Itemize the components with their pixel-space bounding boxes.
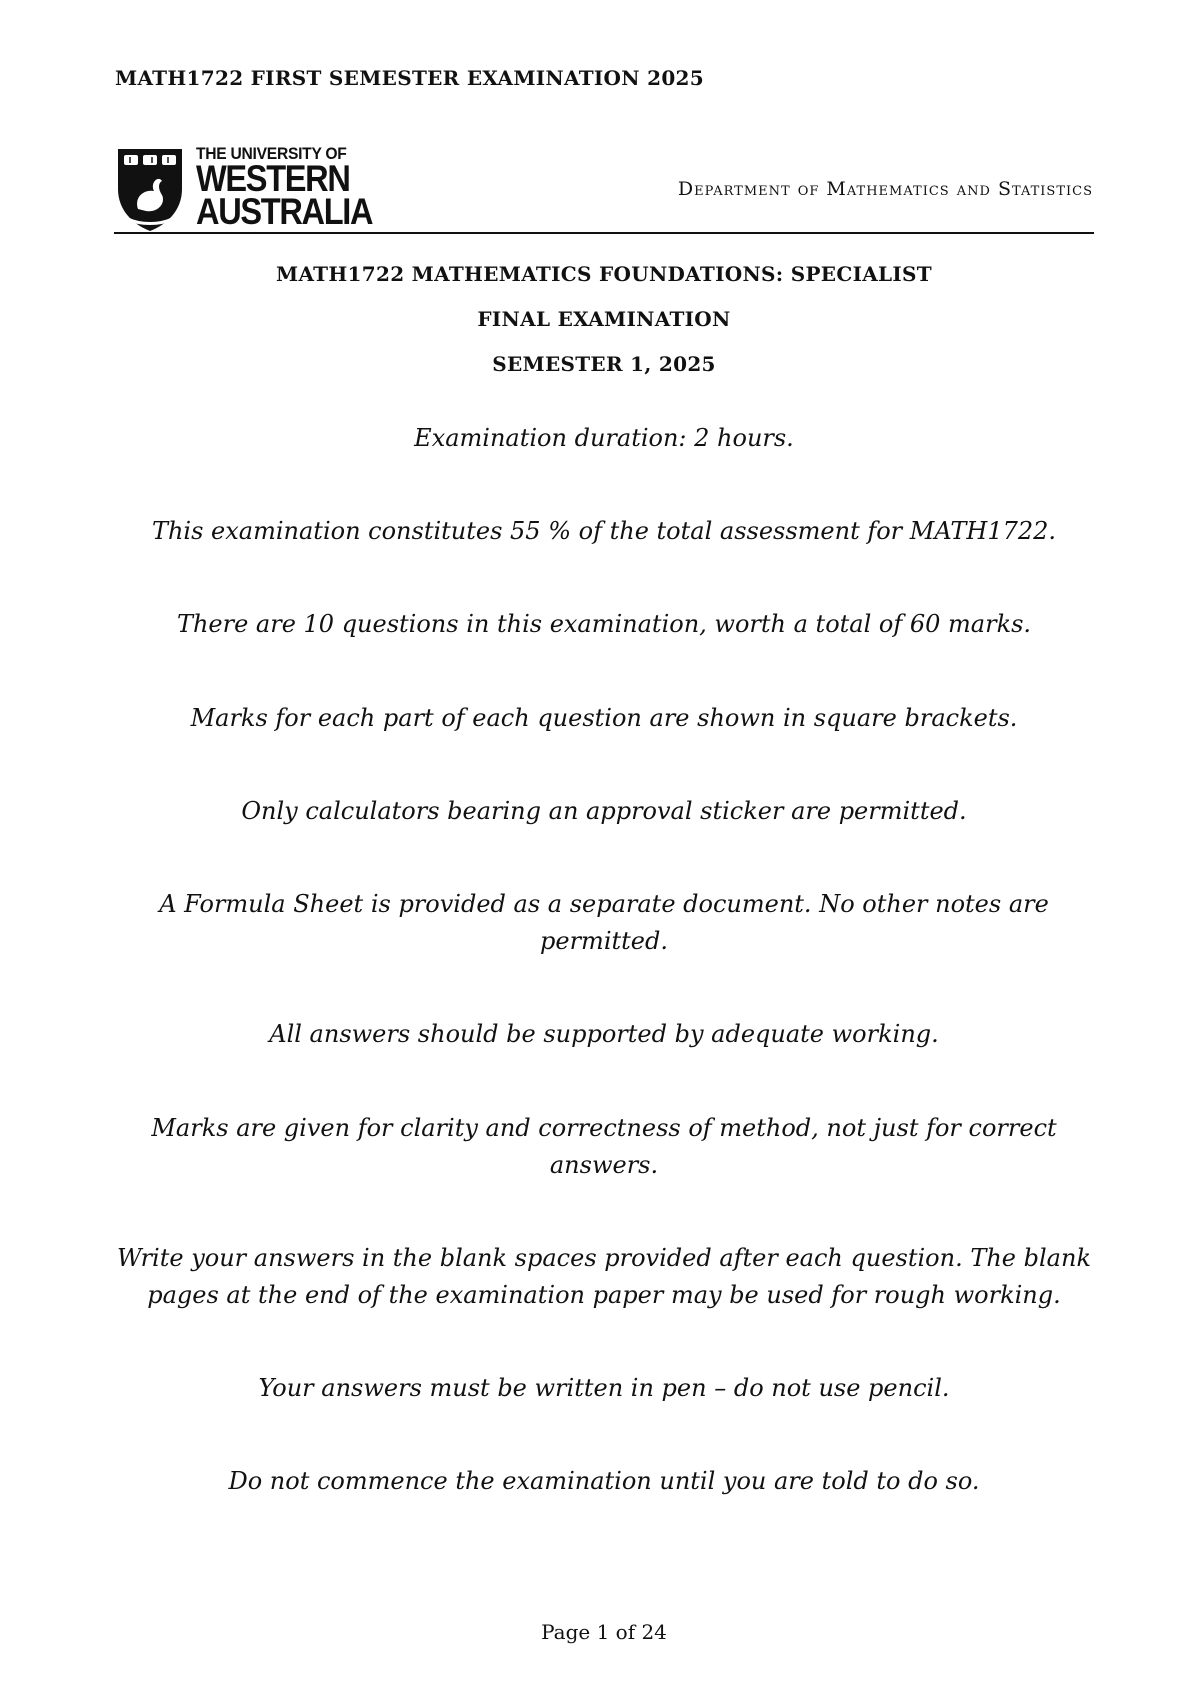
instruction-working: All answers should be supported by adequate working. (269, 1020, 939, 1048)
instruction-calculators: Only calculators bearing an approval sticker are permitted. (241, 797, 967, 825)
instruction-marks: Marks for each part of each question are shown in square brackets. (190, 704, 1018, 732)
running-header: MATH1722 FIRST SEMESTER EXAMINATION 2025 (115, 66, 704, 90)
instruction-formula-sheet: A Formula Sheet is provided as a separate document. No other notes are permitted. (159, 890, 1049, 955)
instruction-pen: Your answers must be written in pen – do not use pencil. (258, 1374, 950, 1402)
course-title: MATH1722 MATHEMATICS FOUNDATIONS: SPECIALIST (276, 262, 932, 286)
logo-text-line1: THE UNIVERSITY OF (196, 144, 347, 163)
instruction-answer-spaces: Write your answers in the blank spaces provided after each question. The blank pages at the end of the examination paper may be used for rough working. (116, 1244, 1091, 1309)
instruction-weighting: This examination constitutes 55 % of the total assessment for MATH1722. (151, 517, 1057, 545)
university-crest-icon (114, 145, 186, 233)
department-name: Department of Mathematics and Statistics (677, 178, 1093, 200)
exam-title: FINAL EXAMINATION (477, 307, 731, 331)
instruction-method-marks: Marks are given for clarity and correctness of method, not just for correct answers. (151, 1114, 1057, 1179)
logo-text-line3: AUSTRALIA (196, 191, 373, 232)
instruction-commence: Do not commence the examination until you are told to do so. (228, 1467, 980, 1495)
logo-text-line2: WESTERN (196, 158, 350, 199)
page-number: Page 1 of 24 (541, 1620, 667, 1644)
semester-title: SEMESTER 1, 2025 (492, 352, 716, 376)
instruction-question-count: There are 10 questions in this examination, worth a total of 60 marks. (176, 610, 1032, 638)
header-divider (114, 232, 1094, 234)
exam-titles (114, 260, 1094, 395)
university-logo (114, 145, 384, 233)
instruction-duration: Examination duration: 2 hours. (414, 424, 794, 452)
